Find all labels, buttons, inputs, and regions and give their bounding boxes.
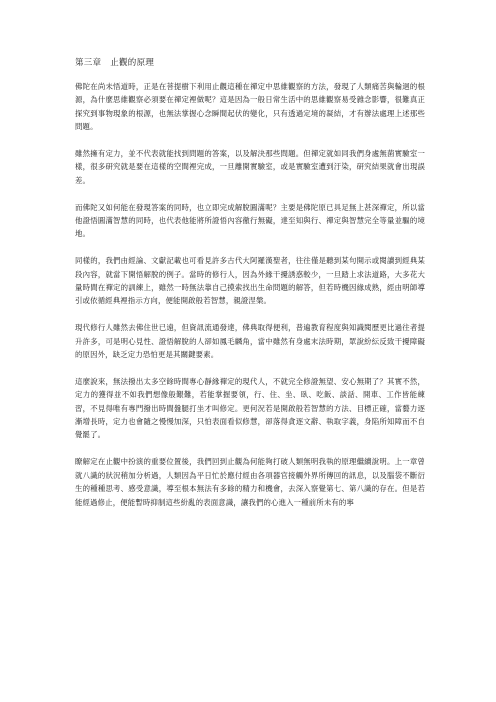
paragraph: 雖然擁有定力，並不代表就能找到問題的答案，以及解決那些問題。但禪定就如同我們身處無菌實驗室一樣，很多研究就是要在這樣的空間裡完成，一旦離開實驗室，或是實驗室遭到汙染，研究結果就會出現誤差。	[75, 149, 425, 185]
paragraph: 這麼說來，無法撥出太多空餘時間專心靜緣禪定的現代人，不就完全修證無望、安心無期了？其實不然，定力的獲得並不如我們想像般艱難，若能掌握要領，行、住、坐、臥、吃飯、談話、開車、工作皆能練習，不見得唯有專門撥出時間盤腿打坐才叫修定。更何況若是開啟般若智慧的方法、目標正確，當藝力逐漸增長時，定力也會隨之慢慢加深，只怕表面看似修慧，卻落得貪逐文辭、執取字義，身陷所知障而不自覺罷了。	[75, 376, 425, 440]
paragraph: 同樣的，我們由經論、文獻記載也可看見許多古代大阿羅漢聖者，往往僅是聽到某句開示或閱讀到經典某段內容，就當下開悟解脫的例子。當時的修行人，因為外緣干擾誘惑較少，一旦踏上求法道路，大多花大量時間在禪定的訓練上，雖然一時無法靠自己摸索找出生命問題的解答，但若時機因緣成熟，經由明師導引或依循經典裡指示方向，便能開啟般若智慧，親證涅槃。	[75, 256, 425, 306]
page-content	[75, 58, 425, 509]
chapter-title: 第三章 止觀的原理	[75, 58, 155, 68]
paragraph: 瞭解定在止觀中扮演的重要位置後，我們回到止觀為何能夠打破人類無明我執的原理繼續說明。上一章曾就八識的狀況稍加分析過，人類因為平日忙於應付經由各項器官接觸外界所傳回的訊息，以及腦袋不斷衍生的種種思考、感受意識，導至根本無法有多餘的精力和機會，去深入察覺第七、第八識的存在。但是若能經過修止，便能暫時抑制這些紛亂的表面意識，讓我們的心進入一種前所未有的寧	[75, 457, 425, 507]
paragraph: 而佛陀又如何能在發現答案的同時，也立即完成解脫圓滿呢？主要是佛陀原已具足無上甚深禪定，所以當他證悟圓滿智慧的同時，也代表他能將所證悟內容徹行無礙，達至知與行、禪定與智慧完全等量並驅的境地。	[75, 202, 425, 239]
paragraph: 現代修行人雖然去佛住世已遠，但資訊流通發達，佛典取得便利，普遍教育程度與知識閱歷更比過往者提升許多，可是明心見性、證悟解脫的人卻如鳳毛麟角，當中雖然有身處末法時期，眾說紛紜反致干擾障礙的原因外，缺乏定力恐怕更是其關鍵要素。	[75, 323, 425, 360]
paragraph: 佛陀在尚未悟道時，正是在菩提樹下利用止觀這種在禪定中思維觀察的方法，發現了人類痛苦與輪迴的根源，為什麼思維觀察必須要在禪定裡做呢？這是因為一般日常生活中的思維觀察易受雜念影響，很難真正探究到事物現象的根源，也無法掌握心念瞬間起伏的變化，只有透過定境的凝結，才有辦法處理上述那些問題。	[75, 82, 425, 132]
